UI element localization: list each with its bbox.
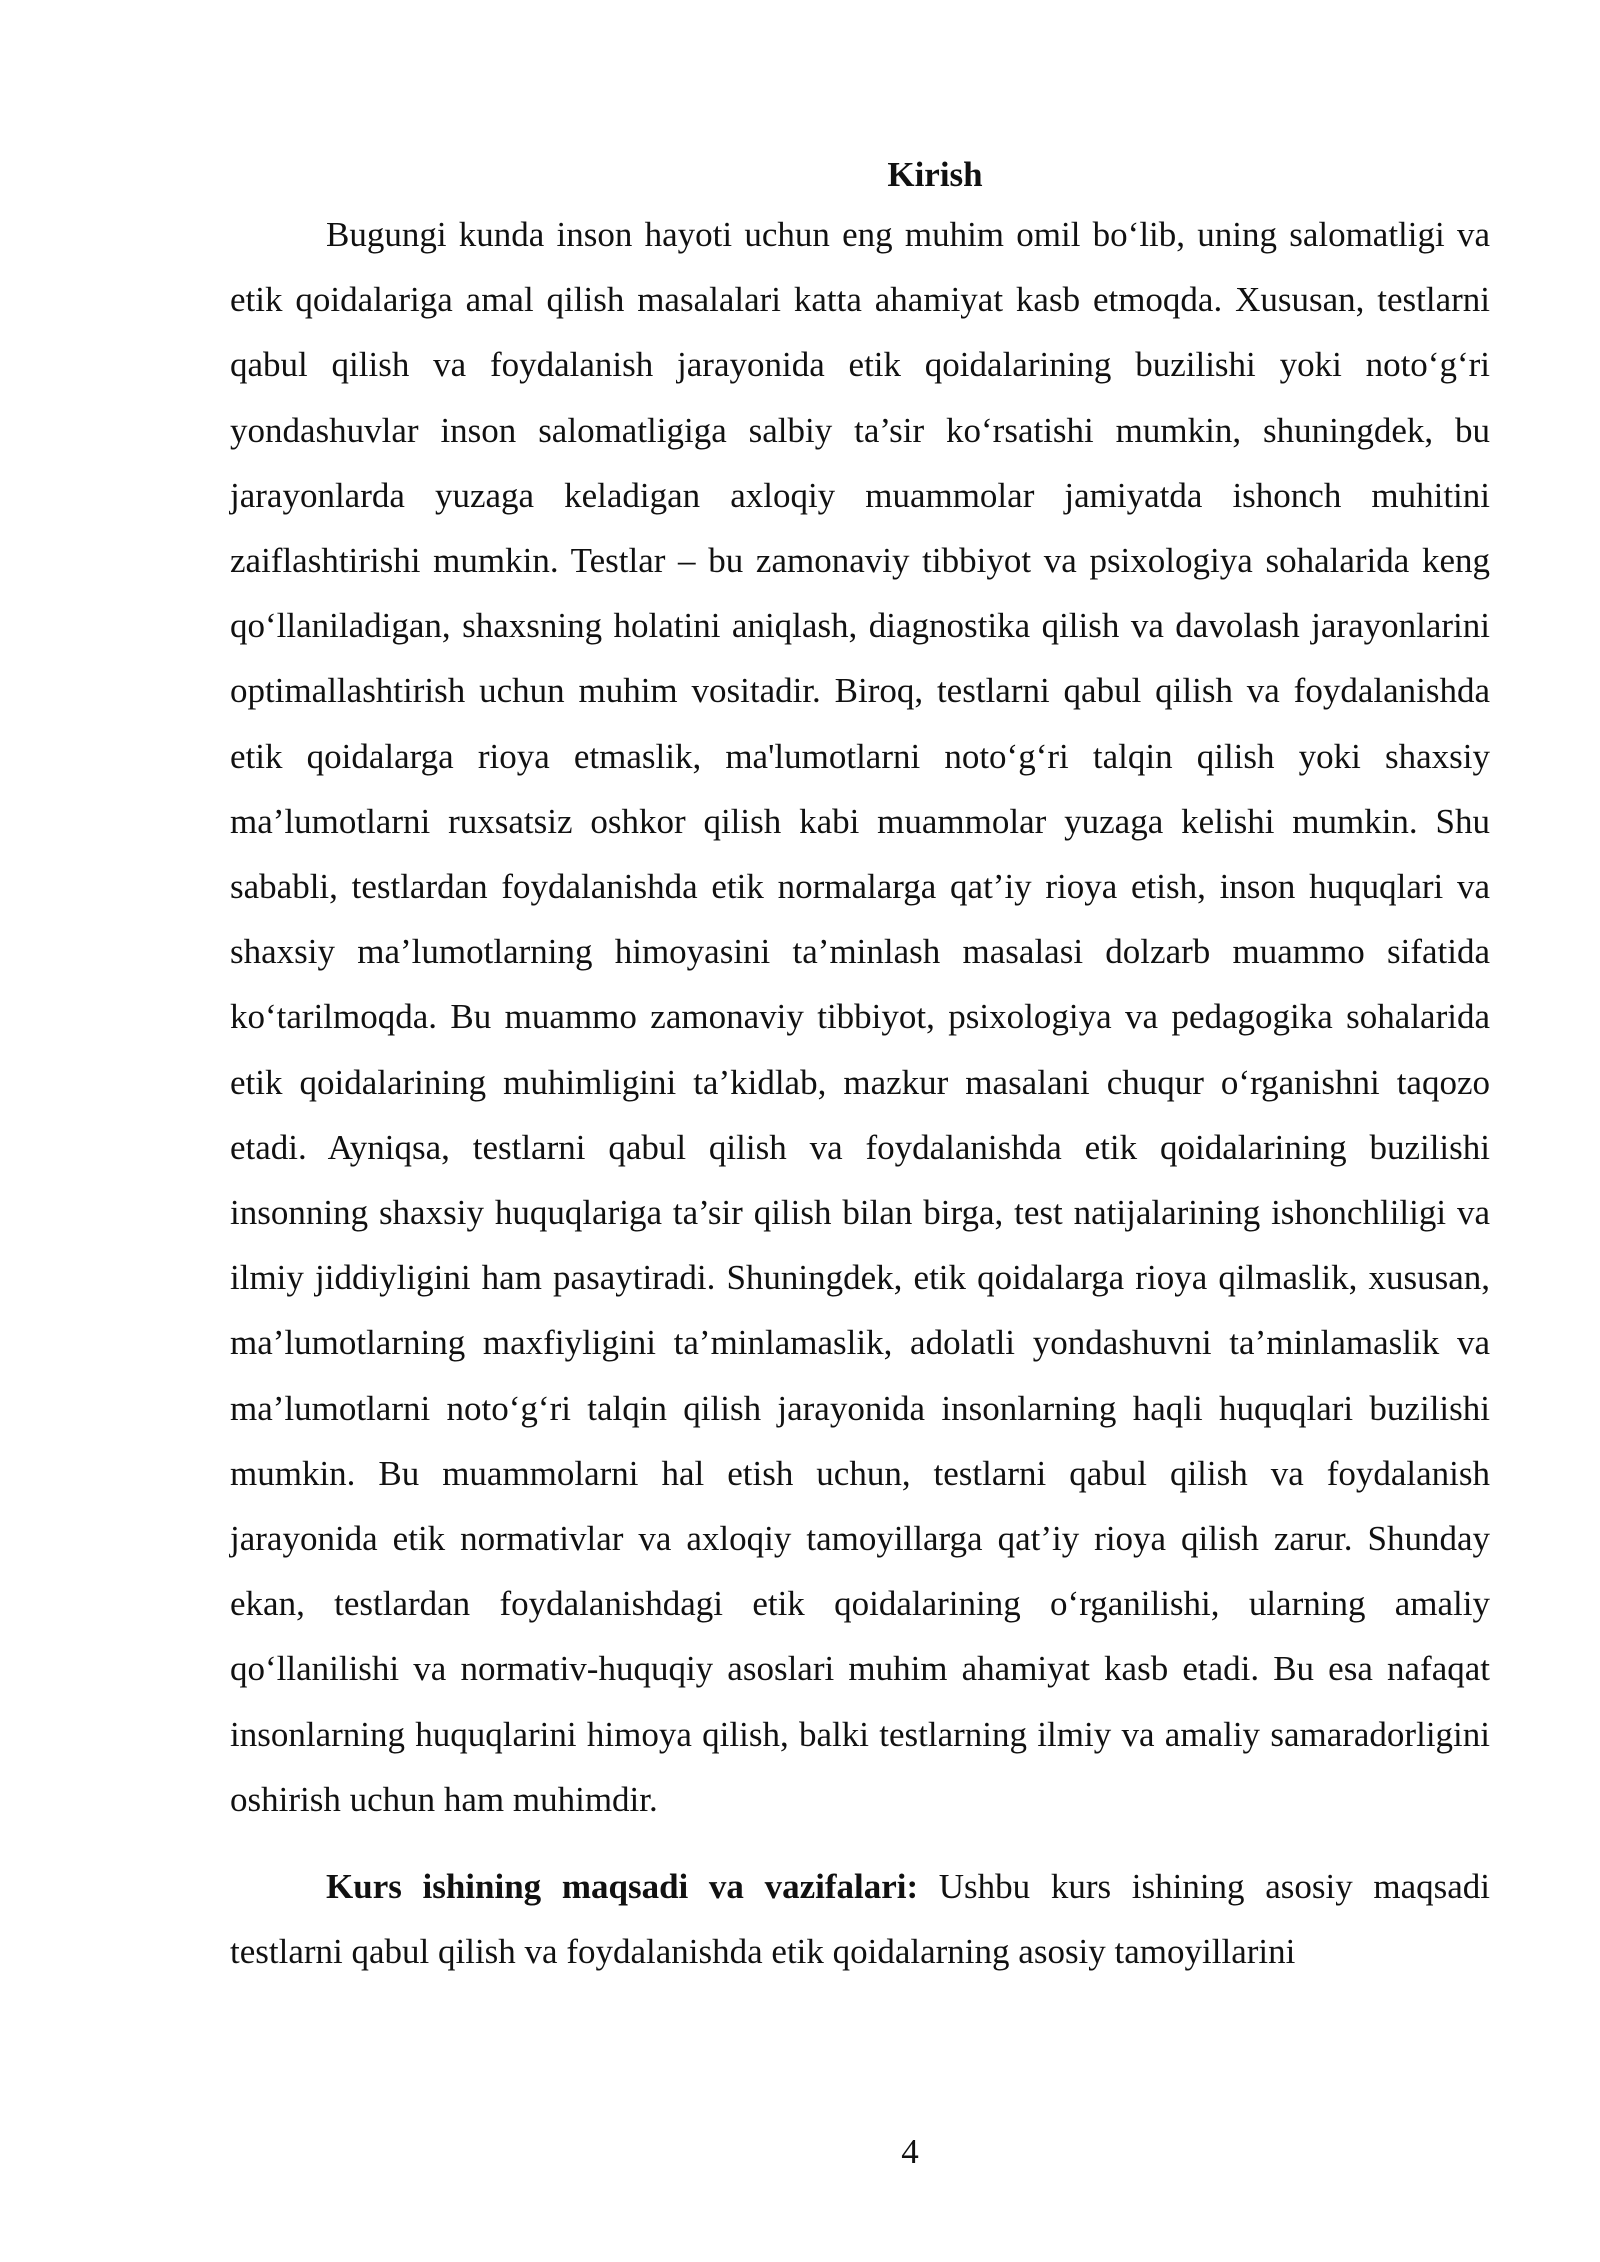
intro-paragraph: Bugungi kunda inson hayoti uchun eng muhim omil bo‘lib, uning salomatligi va etik qoidalariga amal qilish masalalari katta ahamiyat kasb etmoqda. Xususan, testlarni qabul qilish va foydalanish jarayonida etik qoidalarining buzilishi yoki noto‘g‘ri yondashuvlar inson salomatligiga salbiy ta’sir ko‘rsatishi mumkin, shuningdek, bu jarayonlarda yuzaga keladigan axloqiy muammolar jamiyatda ishonch muhitini zaiflashtirishi mumkin. Testlar – bu zamonaviy tibbiyot va psixologiya sohalarida keng qo‘llaniladigan, shaxsning holatini aniqlash, diagnostika qilish va davolash jarayonlarini optimallashtirish uchun muhim vositadir. Biroq, testlarni qabul qilish va foydalanishda etik qoidalarga rioya etmaslik, ma'lumotlarni noto‘g‘ri talqin qilish yoki shaxsiy ma’lumotlarni ruxsatsiz oshkor qilish kabi muammolar yuzaga kelishi mumkin. Shu sababli, testlardan foydalanishda etik normalarga qat’iy rioya etish, inson huquqlari va shaxsiy ma’lumotlarning himoyasini ta’minlash masalasi dolzarb muammo sifatida ko‘tarilmoqda. Bu muammo zamonaviy tibbiyot, psixologiya va pedagogika sohalarida etik qoidalarining muhimligini ta’kidlab, mazkur masalani chuqur o‘rganishni taqozo etadi. Ayniqsa, testlarni qabul qilish va foydalanishda etik qoidalarining buzilishi insonning shaxsiy huquqlariga ta’sir qilish bilan birga, test natijalarining ishonchliligi va ilmiy jiddiyligini ham pasaytiradi. Shuningdek, etik qoidalarga rioya qilmaslik, xususan, ma’lumotlarning maxfiyligini ta’minlamaslik, adolatli yondashuvni ta’minlamaslik va ma’lumotlarni noto‘g‘ri talqin qilish jarayonida insonlarning haqli huquqlari buzilishi mumkin. Bu muammolarni hal etish uchun, testlarni qabul qilish va foydalanish jarayonida etik normativlar va axloqiy tamoyillarga qat’iy rioya qilish zarur. Shunday ekan, testlardan foydalanishdagi etik qoidalarining o‘rganilishi, ularning amaliy qo‘llanilishi va normativ-huquqiy asoslari muhim ahamiyat kasb etadi. Bu esa nafaqat insonlarning huquqlarini himoya qilish, balki testlarning ilmiy va amaliy samaradorligini oshirish uchun ham muhimdir. — [230, 215, 1490, 1819]
goals-paragraph — [230, 1854, 1490, 1984]
goals-text: Ushbu kurs ishining asosiy maqsadi testlarni qabul qilish va foydalanishda etik qoidalarning asosiy tamoyillarini — [230, 1867, 1490, 1972]
page-number: 4 — [901, 2132, 919, 2171]
goals-label: Kurs ishining maqsadi va vazifalari: — [326, 1867, 919, 1907]
document-body — [230, 148, 1490, 1984]
section-heading: Kirish — [887, 155, 983, 194]
